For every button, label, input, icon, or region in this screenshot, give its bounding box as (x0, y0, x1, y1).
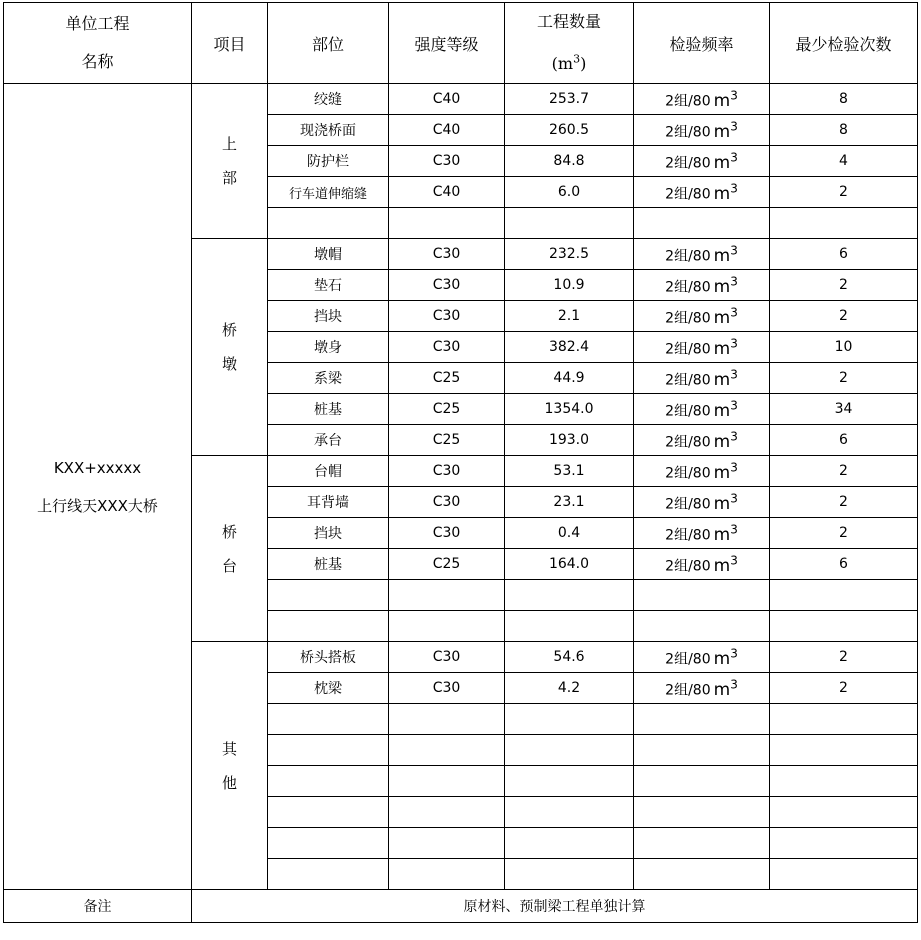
empty-cell (770, 704, 918, 735)
min-cell: 6 (770, 549, 918, 580)
min-cell: 2 (770, 456, 918, 487)
empty-cell (389, 735, 505, 766)
empty-cell (770, 797, 918, 828)
qty-cell: 44.9 (505, 363, 634, 394)
grade-cell: C30 (389, 487, 505, 518)
header-item: 项目 (192, 3, 268, 84)
part-cell: 挡块 (268, 301, 389, 332)
empty-cell (634, 704, 770, 735)
empty-cell (389, 797, 505, 828)
empty-cell (770, 766, 918, 797)
qty-cell: 4.2 (505, 673, 634, 704)
frequency-cell: 2组/80 $m^3$ (634, 518, 770, 549)
empty-cell (389, 208, 505, 239)
qty-cell: 260.5 (505, 115, 634, 146)
qty-cell: 84.8 (505, 146, 634, 177)
part-cell: 承台 (268, 425, 389, 456)
grade-cell: C30 (389, 146, 505, 177)
min-cell: 2 (770, 177, 918, 208)
part-cell: 墩帽 (268, 239, 389, 270)
part-cell: 挡块 (268, 518, 389, 549)
qty-cell: 164.0 (505, 549, 634, 580)
empty-cell (634, 828, 770, 859)
frequency-cell: 2组/80 $m^3$ (634, 425, 770, 456)
qty-cell: 53.1 (505, 456, 634, 487)
part-cell: 绞缝 (268, 84, 389, 115)
item-cell: 桥 台 (192, 456, 268, 642)
qty-cell: 54.6 (505, 642, 634, 673)
header-quantity: 工程数量 $(m^3)$ (505, 3, 634, 84)
frequency-cell: 2组/80 $m^3$ (634, 177, 770, 208)
qty-cell: 10.9 (505, 270, 634, 301)
part-cell: 台帽 (268, 456, 389, 487)
grade-cell: C40 (389, 84, 505, 115)
part-cell: 行车道伸缩缝 (268, 177, 389, 208)
frequency-cell: 2组/80 $m^3$ (634, 239, 770, 270)
qty-cell: 253.7 (505, 84, 634, 115)
empty-cell (634, 766, 770, 797)
qty-cell: 0.4 (505, 518, 634, 549)
header-part: 部位 (268, 3, 389, 84)
qty-cell: 382.4 (505, 332, 634, 363)
part-cell: 桩基 (268, 394, 389, 425)
empty-cell (505, 766, 634, 797)
grade-cell: C30 (389, 456, 505, 487)
frequency-cell: 2组/80 $m^3$ (634, 146, 770, 177)
frequency-cell: 2组/80 $m^3$ (634, 487, 770, 518)
header-min-count: 最少检验次数 (770, 3, 918, 84)
item-cell: 其 他 (192, 642, 268, 890)
part-cell: 垫石 (268, 270, 389, 301)
part-cell: 桥头搭板 (268, 642, 389, 673)
frequency-cell: 2组/80 $m^3$ (634, 115, 770, 146)
empty-cell (634, 208, 770, 239)
remark-row (4, 890, 918, 923)
frequency-cell: 2组/80 $m^3$ (634, 456, 770, 487)
min-cell: 6 (770, 425, 918, 456)
inspection-table (3, 2, 918, 923)
min-cell: 34 (770, 394, 918, 425)
empty-cell (505, 797, 634, 828)
min-cell: 4 (770, 146, 918, 177)
table-row (4, 84, 918, 115)
grade-cell: C30 (389, 642, 505, 673)
min-cell: 2 (770, 642, 918, 673)
empty-cell (505, 828, 634, 859)
grade-cell: C30 (389, 332, 505, 363)
header-grade: 强度等级 (389, 3, 505, 84)
part-cell: 现浇桥面 (268, 115, 389, 146)
empty-cell (268, 828, 389, 859)
empty-cell (634, 797, 770, 828)
empty-cell (268, 766, 389, 797)
empty-cell (268, 859, 389, 890)
part-cell: 防护栏 (268, 146, 389, 177)
header-unit-name: 单位工程 名称 (4, 3, 192, 84)
empty-cell (505, 611, 634, 642)
grade-cell: C30 (389, 301, 505, 332)
empty-cell (389, 859, 505, 890)
empty-cell (268, 611, 389, 642)
min-cell: 6 (770, 239, 918, 270)
empty-cell (389, 580, 505, 611)
min-cell: 2 (770, 518, 918, 549)
empty-cell (634, 859, 770, 890)
header-frequency: 检验频率 (634, 3, 770, 84)
min-cell: 2 (770, 487, 918, 518)
empty-cell (770, 580, 918, 611)
grade-cell: C25 (389, 425, 505, 456)
empty-cell (634, 735, 770, 766)
qty-cell: 6.0 (505, 177, 634, 208)
remark-text: 原材料、预制梁工程单独计算 (192, 890, 918, 923)
qty-cell: 1354.0 (505, 394, 634, 425)
min-cell: 2 (770, 270, 918, 301)
item-cell: 上 部 (192, 84, 268, 239)
min-cell: 2 (770, 301, 918, 332)
qty-cell: 193.0 (505, 425, 634, 456)
frequency-cell: 2组/80 $m^3$ (634, 549, 770, 580)
frequency-cell: 2组/80 $m^3$ (634, 642, 770, 673)
grade-cell: C40 (389, 115, 505, 146)
empty-cell (770, 859, 918, 890)
empty-cell (389, 828, 505, 859)
grade-cell: C25 (389, 549, 505, 580)
empty-cell (770, 208, 918, 239)
grade-cell: C30 (389, 673, 505, 704)
grade-cell: C30 (389, 270, 505, 301)
min-cell: 10 (770, 332, 918, 363)
part-cell: 系梁 (268, 363, 389, 394)
frequency-cell: 2组/80 $m^3$ (634, 301, 770, 332)
empty-cell (505, 208, 634, 239)
grade-cell: C30 (389, 518, 505, 549)
frequency-cell: 2组/80 $m^3$ (634, 673, 770, 704)
empty-cell (505, 580, 634, 611)
part-cell: 墩身 (268, 332, 389, 363)
empty-cell (505, 704, 634, 735)
empty-cell (770, 735, 918, 766)
empty-cell (268, 208, 389, 239)
empty-cell (634, 611, 770, 642)
unit-name-cell: KXX+xxxxx 上行线天XXX大桥 (4, 84, 192, 890)
min-cell: 2 (770, 673, 918, 704)
empty-cell (770, 611, 918, 642)
empty-cell (770, 828, 918, 859)
item-cell: 桥 墩 (192, 239, 268, 456)
grade-cell: C25 (389, 394, 505, 425)
header-row (4, 3, 918, 84)
part-cell: 桩基 (268, 549, 389, 580)
part-cell: 耳背墙 (268, 487, 389, 518)
qty-cell: 2.1 (505, 301, 634, 332)
qty-cell: 232.5 (505, 239, 634, 270)
empty-cell (389, 704, 505, 735)
min-cell: 8 (770, 115, 918, 146)
frequency-cell: 2组/80 $m^3$ (634, 332, 770, 363)
frequency-cell: 2组/80 $m^3$ (634, 270, 770, 301)
empty-cell (268, 797, 389, 828)
empty-cell (268, 704, 389, 735)
empty-cell (268, 580, 389, 611)
empty-cell (389, 611, 505, 642)
min-cell: 2 (770, 363, 918, 394)
empty-cell (634, 580, 770, 611)
remark-label: 备注 (4, 890, 192, 923)
grade-cell: C40 (389, 177, 505, 208)
empty-cell (268, 735, 389, 766)
frequency-cell: 2组/80 $m^3$ (634, 363, 770, 394)
grade-cell: C30 (389, 239, 505, 270)
frequency-cell: 2组/80 $m^3$ (634, 84, 770, 115)
empty-cell (505, 735, 634, 766)
qty-cell: 23.1 (505, 487, 634, 518)
empty-cell (389, 766, 505, 797)
empty-cell (505, 859, 634, 890)
grade-cell: C25 (389, 363, 505, 394)
frequency-cell: 2组/80 $m^3$ (634, 394, 770, 425)
quantity-unit: $(m^3)$ (551, 53, 587, 74)
min-cell: 8 (770, 84, 918, 115)
part-cell: 枕梁 (268, 673, 389, 704)
